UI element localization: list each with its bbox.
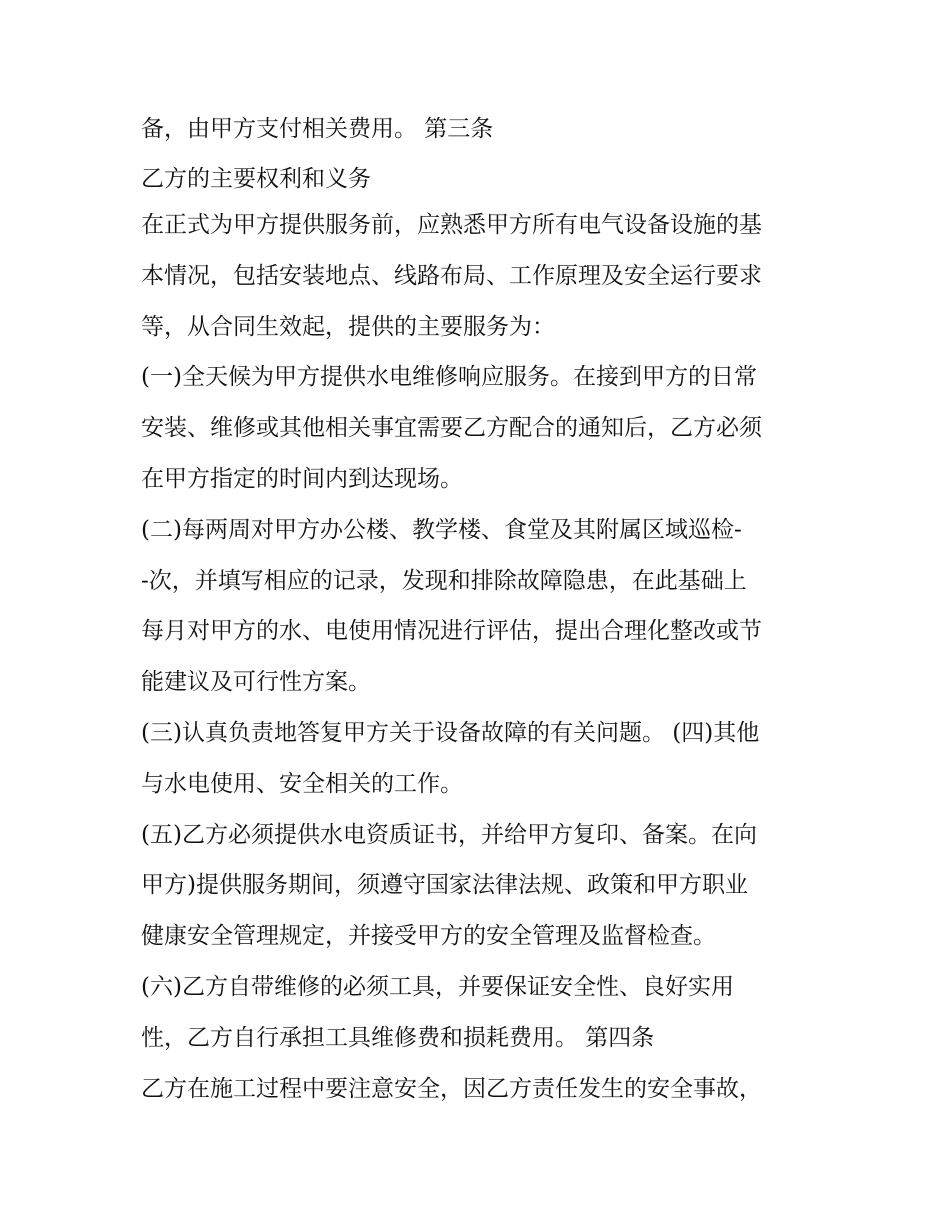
text-line: 本情况，包括安装地点、线路布局、工作原理及安全运行要求 bbox=[141, 262, 762, 289]
text-line: 在正式为甲方提供服务前，应熟悉甲方所有电气设备设施的基 bbox=[141, 212, 762, 238]
text-line: 乙方在施工过程中要注意安全，因乙方责任发生的安全事故， bbox=[141, 1075, 762, 1102]
text-line: 与水电使用、安全相关的工作。 bbox=[141, 770, 463, 797]
text-line: (六)乙方自带维修的必须工具，并要保证安全性、良好实用 bbox=[141, 973, 734, 1000]
text-line: (五)乙方必须提供水电资质证书，并给甲方复印、备案。在向 bbox=[141, 821, 757, 848]
text-line: 等，从合同生效起，提供的主要服务为： bbox=[141, 313, 555, 340]
text-line: 能建议及可行性方案。 bbox=[141, 669, 371, 696]
text-line: 甲方)提供服务期间，须遵守国家法律法规、政策和甲方职业 bbox=[141, 872, 748, 899]
text-line: 性，乙方自行承担工具维修费和损耗费用。 第四条 bbox=[141, 1024, 655, 1051]
text-line: -次，并填写相应的记录，发现和排除故障隐患，在此基础上 bbox=[141, 567, 747, 594]
text-line: 每月对甲方的水、电使用情况进行评估，提出合理化整改或节 bbox=[141, 618, 762, 645]
text-line: 安装、维修或其他相关事宜需要乙方配合的通知后，乙方必须 bbox=[141, 415, 762, 442]
text-line: (三)认真负责地答复甲方关于设备故障的有关问题。 (四)其他 bbox=[141, 719, 760, 746]
text-line: 备，由甲方支付相关费用。 第三条 bbox=[141, 116, 494, 142]
section-heading: 乙方的主要权利和义务 bbox=[141, 166, 371, 192]
text-line: (一)全天候为甲方提供水电维修响应服务。在接到甲方的日常 bbox=[141, 364, 757, 391]
text-line: 在甲方指定的时间内到达现场。 bbox=[141, 465, 463, 492]
text-line: 健康安全管理规定，并接受甲方的安全管理及监督检查。 bbox=[141, 923, 716, 950]
text-line: (二)每两周对甲方办公楼、教学楼、食堂及其附属区域巡检- bbox=[141, 516, 742, 543]
contract-body-text bbox=[141, 110, 821, 1120]
